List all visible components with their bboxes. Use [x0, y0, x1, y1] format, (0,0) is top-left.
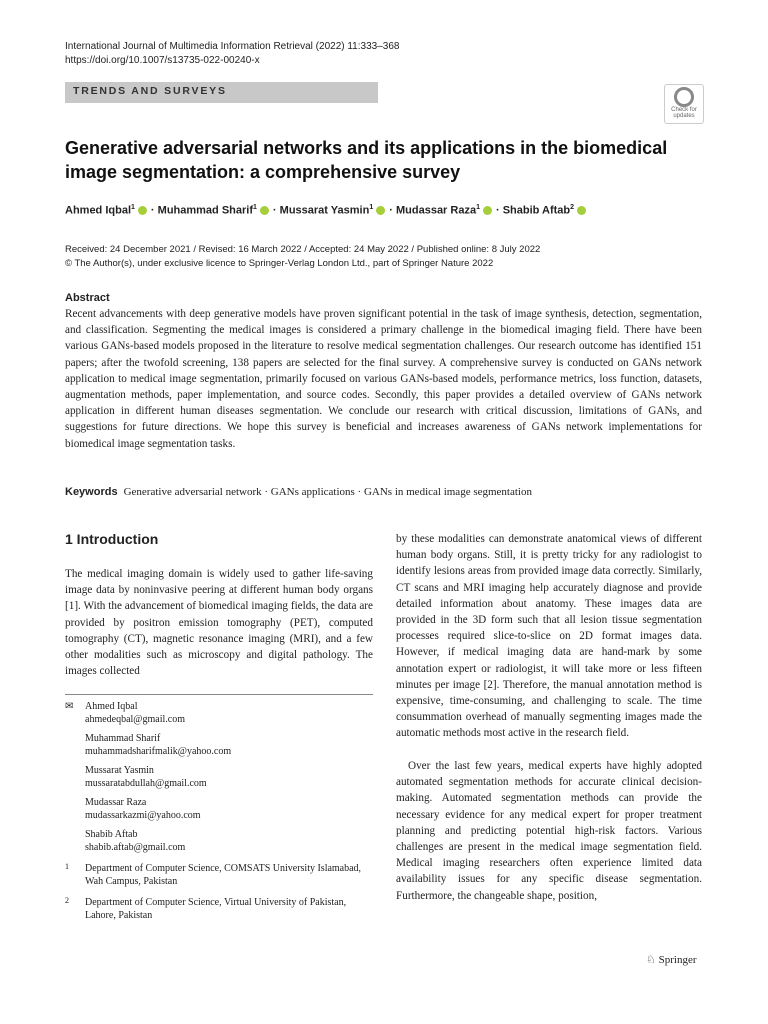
- affiliation-entry: [65, 896, 375, 922]
- affiliation-number: 1: [65, 862, 69, 871]
- author-name: Muhammad Sharif: [157, 204, 254, 217]
- author-affiliation-number: 1: [253, 204, 257, 211]
- publisher-logo: [646, 953, 697, 966]
- intro-paragraph-2: by these modalities can demonstrate anatomical views of different human body organs. Still, it is pretty tricky for any radiologist to identify lesions areas from provided image data correctly. Similarly, CT scans and MRI imaging help accurately diagnose and provide detailed information about anatomy. These images data are provided in the 3D form such that all lesion tissue segmentation processes required slice-to-slice on 2D format images data. However, if medical imaging data are hand-mark by some annotation expert or radiologist, it will take more or less fifteen minutes per image [2]. Therefore, the manual annotation method is expensive, time-consuming, and challenging to scale. The time consummation overhead of manually segmenting images made the automatic methods most active in the research field.: [396, 533, 702, 740]
- section-band: [65, 82, 378, 103]
- intro-paragraph-1: The medical imaging domain is widely used to gather life-saving image data by noninvasive peering at different human body organs [1]. With the advancement of biomedical imaging fields, the data are provided by positron emission tomography (PET), computed tomography (CT), magnetic resonance imaging (MRI), and a few other modalities such as microscopy and digital pathology. The images collected: [65, 568, 373, 678]
- publication-dates: Received: 24 December 2021 / Revised: 16 March 2022 / Accepted: 24 May 2022 / Published online: 8 July 2022: [65, 244, 541, 255]
- contact-email[interactable]: mudassarkazmi@yahoo.com: [85, 810, 201, 821]
- orcid-icon[interactable]: [138, 206, 147, 215]
- keywords-line: [65, 486, 532, 498]
- contact-email[interactable]: ahmedeqbal@gmail.com: [85, 714, 186, 725]
- introduction-heading: 1 Introduction: [65, 531, 159, 547]
- contact-name: Mussarat Yasmin: [85, 765, 154, 776]
- affiliation-text: Department of Computer Science, Virtual University of Pakistan, Lahore, Pakistan: [85, 897, 347, 921]
- contact-name: Muhammad Sharif: [85, 733, 161, 744]
- journal-citation: International Journal of Multimedia Information Retrieval (2022) 11:333–368: [65, 41, 400, 52]
- publisher-name: Springer: [658, 954, 697, 966]
- orcid-icon[interactable]: [577, 206, 586, 215]
- affiliation-entry: [65, 862, 375, 888]
- footnote-divider: [65, 694, 373, 695]
- check-top-label: Check for: [671, 107, 697, 113]
- contact-name: Ahmed Iqbal: [85, 701, 138, 712]
- contact-name: Mudassar Raza: [85, 797, 147, 808]
- affiliation-text: Department of Computer Science, COMSATS University Islamabad, Wah Campus, Pakistan: [85, 863, 362, 887]
- author-affiliation-number: 1: [369, 204, 374, 211]
- orcid-icon[interactable]: [376, 206, 385, 215]
- contact-email[interactable]: shabib.aftab@gmail.com: [85, 842, 186, 853]
- contact-entry: [65, 700, 375, 726]
- contact-name: Shabib Aftab: [85, 829, 138, 840]
- contact-entry: [65, 828, 375, 854]
- orcid-icon[interactable]: [483, 206, 492, 215]
- author-name: Mudassar Raza: [395, 204, 477, 217]
- author-name: Shabib Aftab: [502, 204, 571, 217]
- author-name: Ahmed Iqbal: [65, 204, 132, 217]
- affiliation-number: 2: [65, 896, 69, 905]
- springer-horse-icon: ♘: [646, 954, 656, 966]
- contact-entry: [65, 796, 375, 822]
- intro-paragraph-3: Over the last few years, medical experts have highly adopted automated segmentation methods for accurate clinical decision-making. Automated segmentation methods can provide the necessary evidence for any medical expert for proper treatment planning and predicting potential high-risk factors. Various challenges are present in the medical image segmentation field. Medical imaging researchers often experience limited data availability issues for any specific disease segmentation. Furthermore, the changeable shape, position,: [396, 760, 702, 902]
- orcid-icon[interactable]: [260, 206, 269, 215]
- keywords-text: Generative adversarial network · GANs applications · GANs in medical image segmentation: [123, 486, 532, 498]
- contact-entry: [65, 764, 375, 790]
- author-name: Mussarat Yasmin: [279, 204, 370, 217]
- abstract-text: Recent advancements with deep generative models have proven significant potential in the task of image synthesis, detection, segmentation, and classification. Segmenting the medical images is considered a primary challenge in the biomedical imaging field. There have been various GANs-based models proposed in the literature to resolve medical segmentation challenges. Our research outcome has identified 151 papers; after the twofold screening, 138 papers are selected for the final survey. A comprehensive survey is conducted on GANs network application to medical image segmentation, primarily focused on various GANs-based models, performance metrics, loss function, datasets, augmentation methods, paper implementation, and source codes. Secondly, this paper provides a detailed overview of GANs network application in different human diseases segmentation. We conclude our research with critical discussion, limitations of GANs, and suggestions for future directions. We hope this survey is beneficial and increases awareness of GANs network implementations for biomedical image segmentation tasks.: [65, 308, 702, 450]
- doi-link[interactable]: https://doi.org/10.1007/s13735-022-00240-x: [65, 55, 260, 66]
- author-contacts: [65, 700, 375, 922]
- contact-entry: [65, 732, 375, 758]
- copyright-notice: © The Author(s), under exclusive licence to Springer-Verlag London Ltd., part of Springer Nature 2022: [65, 258, 494, 269]
- check-for-updates-badge[interactable]: [664, 84, 704, 124]
- publication-info: [65, 243, 540, 271]
- journal-header: [65, 40, 399, 68]
- author-affiliation-number: 1: [476, 204, 480, 211]
- section-label: TRENDS AND SURVEYS: [73, 85, 227, 97]
- author-list: Ahmed Iqbal$^1$ · Muhammad Sharif$^1$ · Mussarat Yasmin$^1$ · Mudassar Raza$^1$ · Shabib Aftab$^2$: [65, 204, 590, 217]
- contact-email[interactable]: mussaratabdullah@gmail.com: [85, 778, 207, 789]
- paper-title: Generative adversarial networks and its applications in the biomedical image segmentation: a comprehensive survey: [65, 138, 668, 182]
- check-updates-icon: [674, 87, 694, 107]
- author-affiliation-number: 1: [131, 204, 135, 211]
- keywords-label: Keywords: [65, 486, 118, 498]
- contact-email[interactable]: muhammadsharifmalik@yahoo.com: [85, 746, 232, 757]
- envelope-icon: ✉: [65, 701, 74, 712]
- check-bottom-label: updates: [673, 113, 695, 119]
- author-affiliation-number: 2: [570, 204, 575, 211]
- abstract-heading: Abstract: [65, 292, 110, 304]
